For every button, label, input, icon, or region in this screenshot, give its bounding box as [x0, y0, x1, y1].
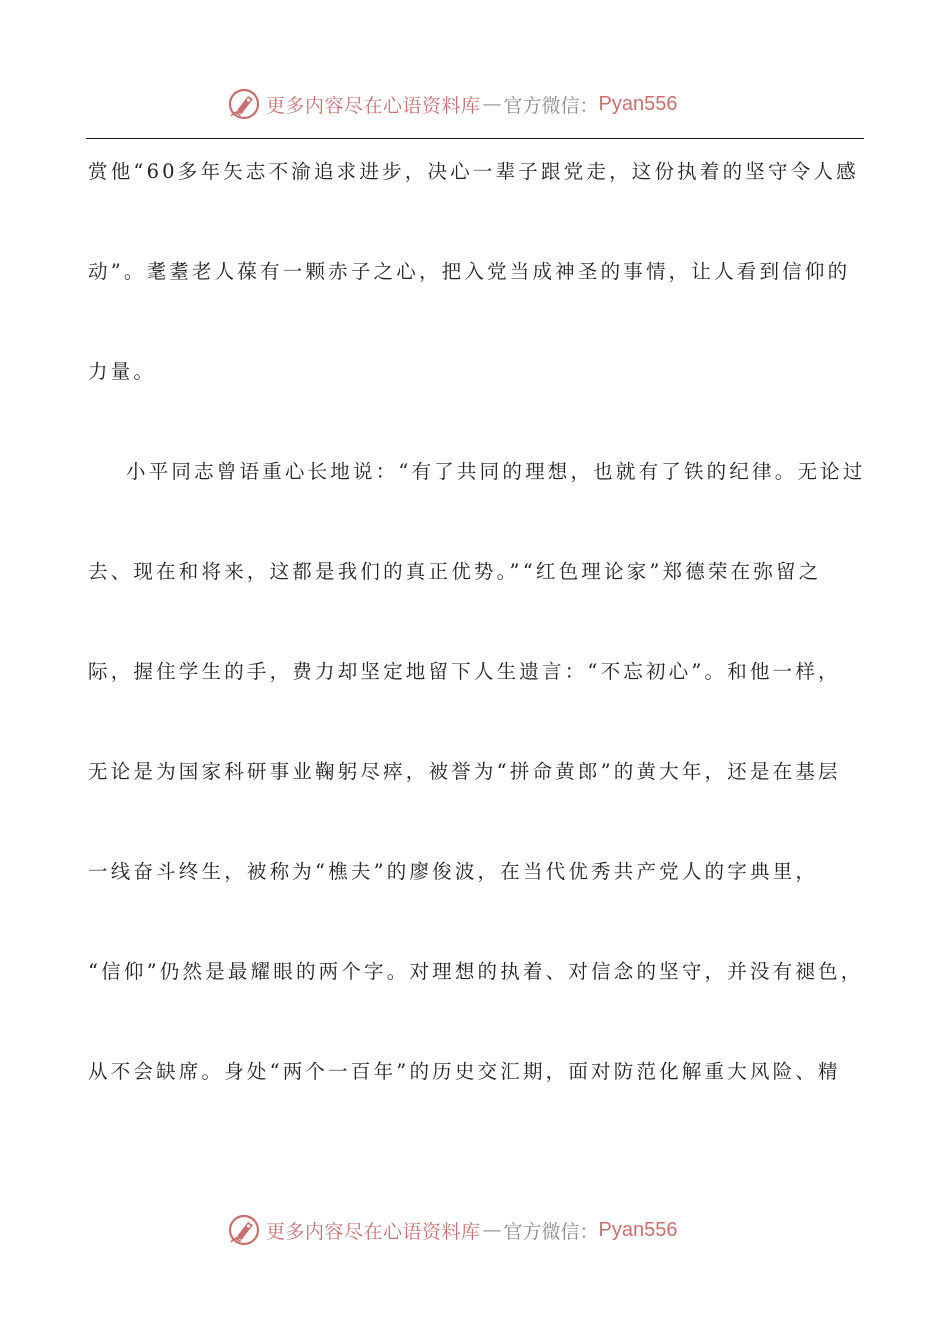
body-line: 无论是为国家科研事业鞠躬尽瘁，被誉为“拼命黄郎”的黄大年，还是在基层 — [88, 760, 841, 783]
footer-wechat-id: Pyan556 — [598, 1218, 678, 1241]
body-line: “信仰”仍然是最耀眼的两个字。对理想的执着、对信念的坚守，并没有褪色， — [88, 960, 864, 983]
footer-dash: — — [482, 1219, 502, 1241]
header-site-name: 更多内容尽在心语资料库 — [266, 94, 481, 117]
body-line: 一线奋斗终生，被称为“樵夫”的廖俊波，在当代优秀共产党人的字典里， — [88, 860, 819, 883]
page-header — [0, 84, 950, 124]
document-body — [88, 146, 864, 1146]
body-line: 力量。 — [88, 360, 157, 383]
footer-site-name: 更多内容尽在心语资料库 — [266, 1220, 481, 1243]
body-line: 去、现在和将来，这都是我们的真正优势。”“红色理论家”郑德荣在弥留之 — [88, 560, 822, 583]
footer-wechat-label: 官方微信： — [503, 1220, 599, 1243]
header-wechat-id: Pyan556 — [598, 92, 678, 115]
body-line-paragraph-start: 小平同志曾语重心长地说：“有了共同的理想，也就有了铁的纪律。无论过 — [126, 460, 866, 483]
body-line: 赏他“60多年矢志不渝追求进步，决心一辈子跟党走，这份执着的坚守令人感 — [88, 160, 859, 183]
page-footer — [0, 1210, 950, 1250]
header-wechat-label: 官方微信： — [503, 94, 599, 117]
header-brand — [226, 84, 678, 124]
header-divider — [86, 138, 864, 139]
body-line: 从不会缺席。身处“两个一百年”的历史交汇期，面对防范化解重大风险、精 — [88, 1060, 841, 1083]
header-dash: — — [482, 93, 502, 115]
pen-nib-logo-icon — [226, 1212, 262, 1248]
body-line: 动”。耄耋老人葆有一颗赤子之心，把入党当成神圣的事情，让人看到信仰的 — [88, 260, 851, 283]
body-line: 际，握住学生的手，费力却坚定地留下人生遗言：“不忘初心”。和他一样， — [88, 660, 841, 683]
footer-brand — [226, 1210, 678, 1250]
pen-nib-logo-icon — [226, 86, 262, 122]
